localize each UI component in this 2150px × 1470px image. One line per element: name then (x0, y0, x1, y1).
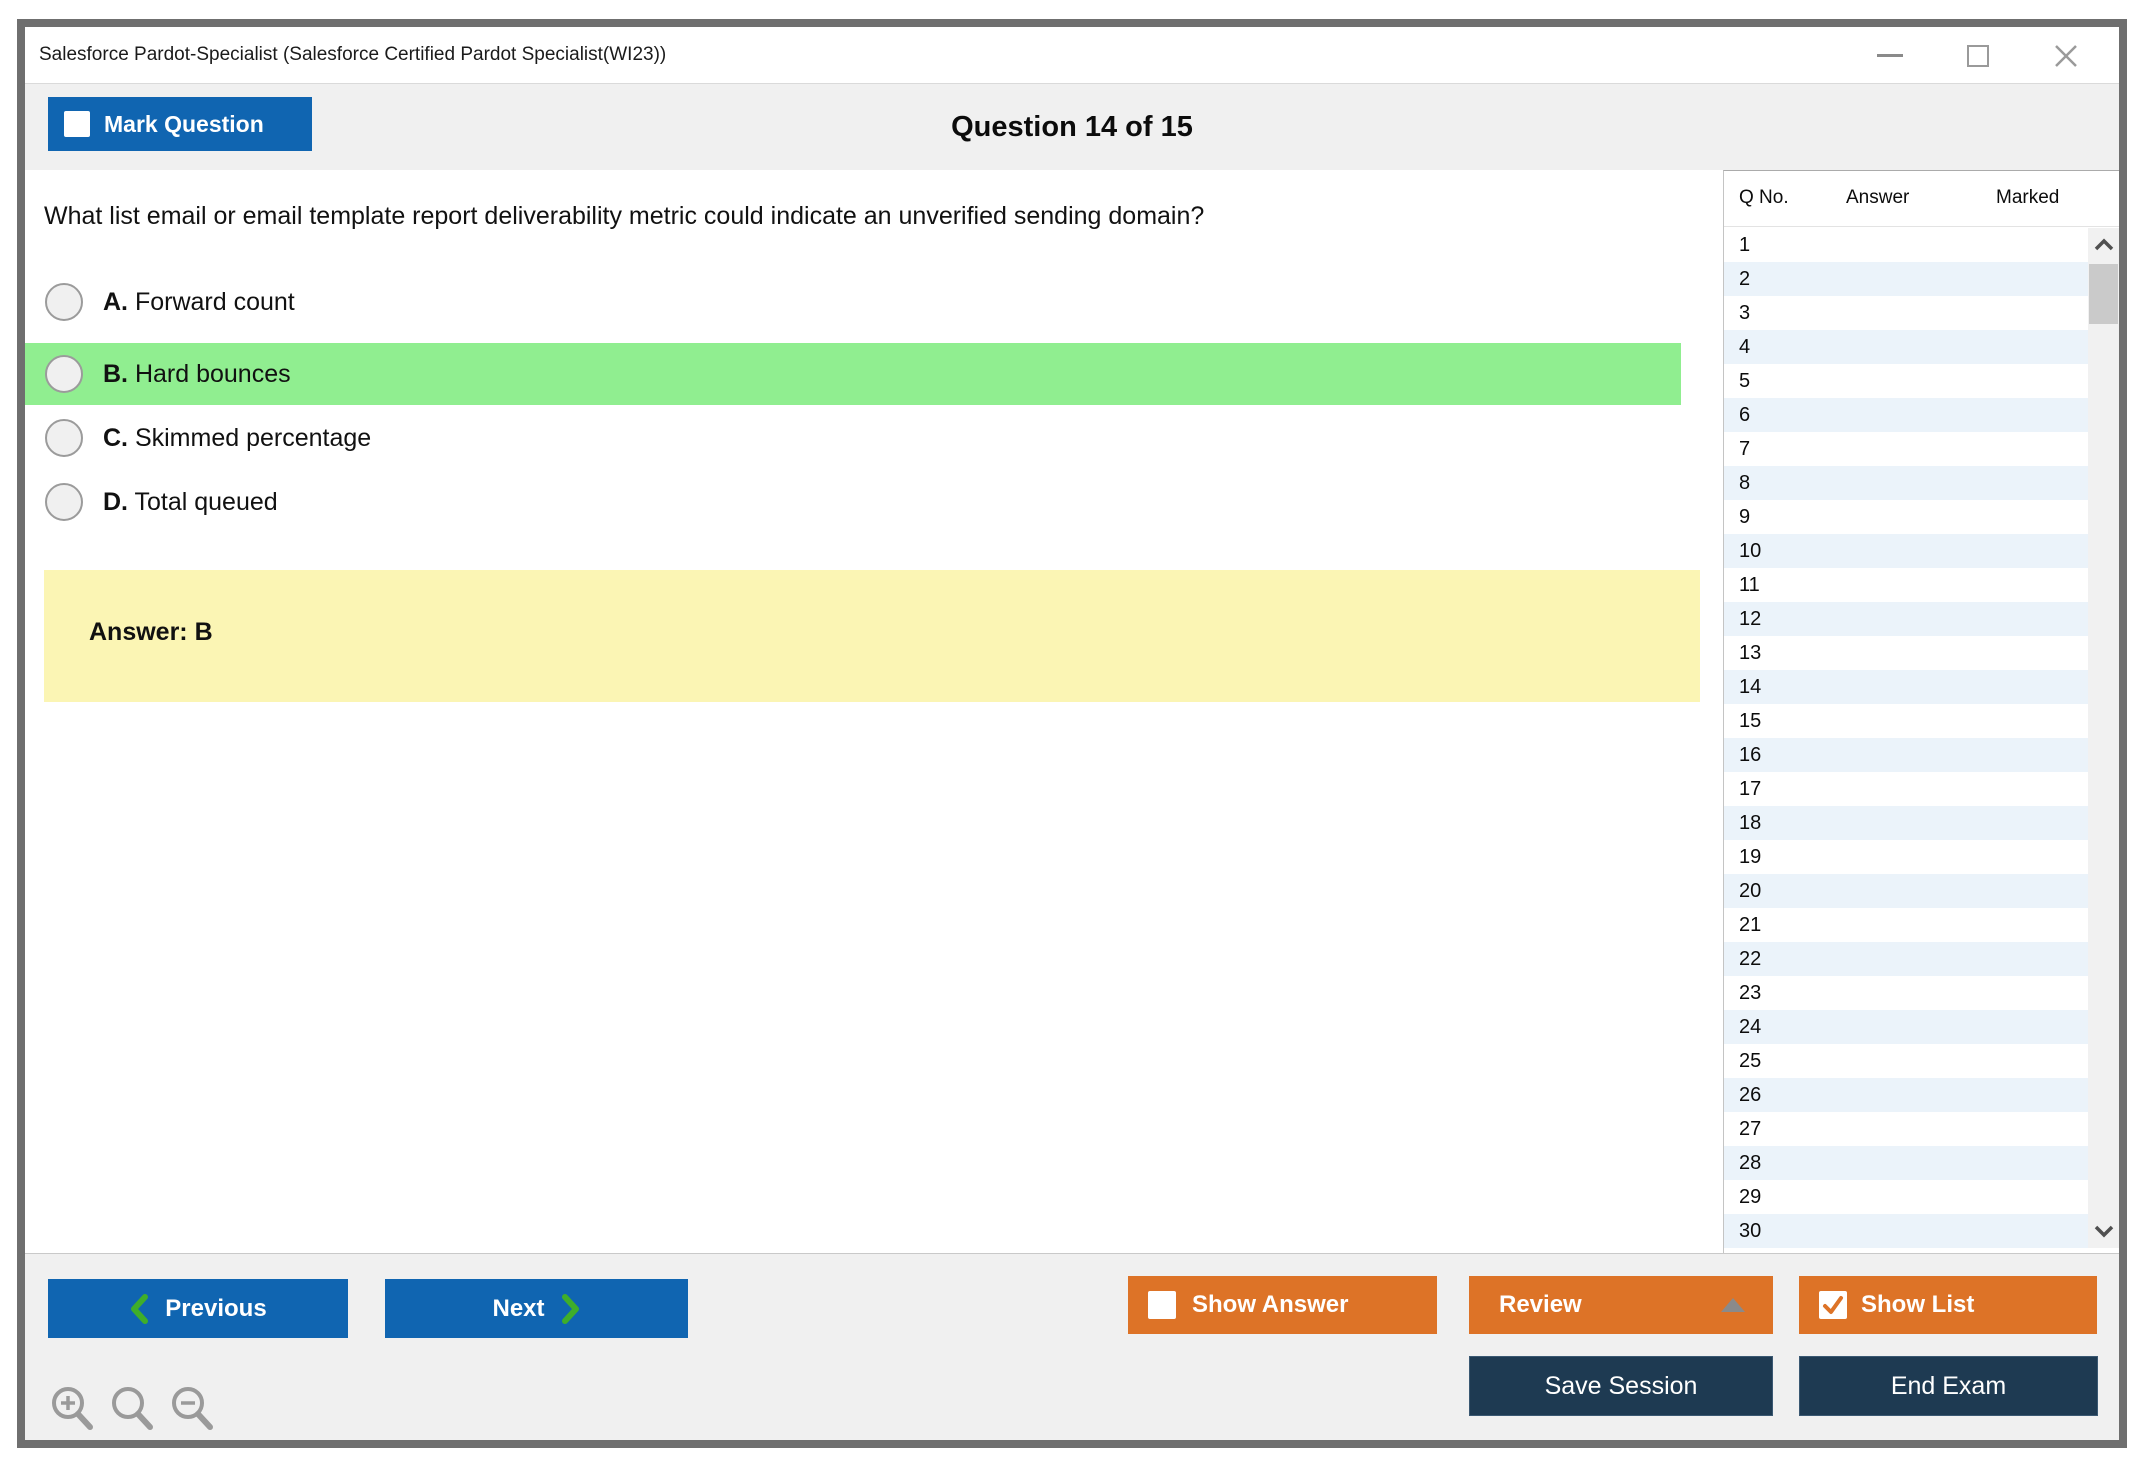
question-number: 8 (1739, 471, 1751, 494)
answer-box (44, 570, 1700, 702)
scroll-down-button[interactable] (2088, 1216, 2119, 1246)
checkbox-icon (1148, 1291, 1176, 1319)
option-b-highlighted[interactable] (25, 343, 1681, 405)
question-list (1724, 228, 2088, 1248)
previous-button[interactable] (48, 1279, 348, 1338)
question-list-row[interactable] (1724, 1010, 2088, 1044)
question-list-row[interactable] (1724, 636, 2088, 670)
show-list-button[interactable] (1799, 1276, 2097, 1334)
question-number: 12 (1739, 607, 1762, 630)
review-button[interactable] (1469, 1276, 1773, 1334)
question-number: 22 (1739, 947, 1762, 970)
question-number: 7 (1739, 437, 1751, 460)
check-icon (1822, 1294, 1844, 1316)
column-answer: Answer (1846, 187, 1910, 208)
question-number: 21 (1739, 913, 1762, 936)
question-list-row[interactable] (1724, 432, 2088, 466)
review-label: Review (1499, 1291, 1582, 1318)
question-list-row[interactable] (1724, 1112, 2088, 1146)
question-list-row[interactable] (1724, 738, 2088, 772)
question-text: What list email or email template report deliverability metric could indicate an unverified sending domain? (44, 202, 1205, 230)
question-list-row[interactable] (1724, 602, 2088, 636)
question-list-row[interactable] (1724, 1214, 2088, 1248)
question-list-row[interactable] (1724, 806, 2088, 840)
question-list-row[interactable] (1724, 942, 2088, 976)
question-number: 2 (1739, 267, 1751, 290)
maximize-icon (1967, 45, 1989, 67)
option-text: Hard bounces (134, 359, 291, 388)
question-number: 14 (1739, 675, 1762, 698)
option-d[interactable] (25, 471, 1681, 533)
close-button[interactable] (2051, 41, 2081, 71)
question-number: 11 (1739, 573, 1760, 596)
question-number: 1 (1739, 233, 1751, 256)
question-list-row[interactable] (1724, 296, 2088, 330)
question-number: 25 (1739, 1049, 1762, 1072)
end-exam-label: End Exam (1890, 1371, 2007, 1400)
question-number: 29 (1739, 1185, 1762, 1208)
question-number: 13 (1739, 641, 1762, 664)
question-counter: Question 14 of 15 (951, 111, 1193, 143)
question-number: 10 (1739, 539, 1762, 562)
question-number: 20 (1739, 879, 1762, 902)
question-number: 4 (1739, 335, 1751, 358)
radio-icon[interactable] (45, 283, 83, 321)
question-list-row[interactable] (1724, 1078, 2088, 1112)
checked-checkbox-icon (1819, 1291, 1847, 1319)
question-list-row[interactable] (1724, 1180, 2088, 1214)
option-a[interactable] (25, 271, 1681, 333)
question-number: 15 (1739, 709, 1762, 732)
question-list-panel (1723, 170, 2119, 1253)
chevron-up-icon (2094, 238, 2114, 252)
question-list-row[interactable] (1724, 228, 2088, 262)
mark-question-label: Mark Question (104, 110, 264, 137)
show-list-label: Show List (1861, 1291, 1975, 1318)
app-window (17, 19, 2127, 1448)
question-list-row[interactable] (1724, 874, 2088, 908)
zoom-controls (48, 1384, 216, 1432)
option-letter: B. (103, 359, 128, 388)
question-number: 30 (1739, 1219, 1762, 1242)
question-list-row[interactable] (1724, 670, 2088, 704)
question-number: 3 (1739, 301, 1751, 324)
save-session-button[interactable] (1469, 1356, 1773, 1416)
question-number: 17 (1739, 777, 1762, 800)
question-list-header (1724, 171, 2119, 227)
question-list-row[interactable] (1724, 500, 2088, 534)
question-number: 5 (1739, 369, 1751, 392)
answer-label: Answer: B (89, 618, 213, 646)
chevron-down-icon (2094, 1224, 2114, 1238)
footer-bar (25, 1253, 2119, 1440)
option-letter: D. (103, 487, 128, 516)
next-label: Next (492, 1294, 545, 1322)
question-list-row[interactable] (1724, 1146, 2088, 1180)
question-list-row[interactable] (1724, 364, 2088, 398)
question-list-row[interactable] (1724, 398, 2088, 432)
question-list-row[interactable] (1724, 908, 2088, 942)
question-list-row[interactable] (1724, 840, 2088, 874)
question-number: 23 (1739, 981, 1762, 1004)
question-list-row[interactable] (1724, 262, 2088, 296)
question-list-row[interactable] (1724, 704, 2088, 738)
end-exam-button[interactable] (1799, 1356, 2098, 1416)
checkbox-icon (64, 111, 90, 137)
option-text: Skimmed percentage (134, 423, 372, 452)
question-pane (25, 170, 1723, 1253)
save-session-label: Save Session (1544, 1371, 1698, 1400)
option-c[interactable] (25, 407, 1681, 469)
mark-question-button[interactable] (48, 97, 312, 151)
chevron-right-icon (561, 1294, 581, 1324)
question-number: 27 (1739, 1117, 1762, 1140)
close-icon (2052, 42, 2080, 70)
window-controls (1875, 27, 2081, 84)
radio-icon[interactable] (45, 419, 83, 457)
show-answer-label: Show Answer (1192, 1291, 1349, 1318)
radio-icon[interactable] (45, 355, 83, 393)
option-letter: C. (103, 423, 128, 452)
option-text: Total queued (134, 487, 278, 516)
zoom-reset-icon[interactable] (108, 1384, 156, 1432)
question-number: 24 (1739, 1015, 1762, 1038)
chevron-left-icon (129, 1294, 149, 1324)
scroll-up-button[interactable] (2088, 230, 2119, 260)
triangle-up-icon (1721, 1298, 1745, 1312)
maximize-button[interactable] (1963, 41, 1993, 71)
question-list-row[interactable] (1724, 976, 2088, 1010)
toolbar (25, 84, 2119, 170)
zoom-out-icon[interactable] (168, 1384, 216, 1432)
question-list-row[interactable] (1724, 772, 2088, 806)
minimize-button[interactable] (1875, 41, 1905, 71)
next-button[interactable] (385, 1279, 688, 1338)
radio-icon[interactable] (45, 483, 83, 521)
window-title: Salesforce Pardot-Specialist (Salesforce Certified Pardot Specialist(WI23)) (39, 44, 667, 65)
question-number: 26 (1739, 1083, 1762, 1106)
question-number: 19 (1739, 845, 1762, 868)
title-bar (25, 27, 2119, 84)
question-list-row[interactable] (1724, 568, 2088, 602)
zoom-in-icon[interactable] (48, 1384, 96, 1432)
question-list-row[interactable] (1724, 466, 2088, 500)
scrollbar[interactable] (2088, 228, 2119, 1248)
question-number: 6 (1739, 403, 1751, 426)
question-number: 28 (1739, 1151, 1762, 1174)
question-list-row[interactable] (1724, 330, 2088, 364)
column-q-no: Q No. (1739, 187, 1789, 208)
option-letter: A. (103, 287, 128, 316)
question-number: 9 (1739, 505, 1751, 528)
show-answer-button[interactable] (1128, 1276, 1437, 1334)
option-text: Forward count (134, 287, 295, 316)
scrollbar-thumb[interactable] (2089, 264, 2118, 324)
column-marked: Marked (1996, 187, 2060, 208)
question-number: 16 (1739, 743, 1762, 766)
previous-label: Previous (165, 1294, 267, 1322)
minimize-icon (1877, 54, 1903, 57)
question-list-row[interactable] (1724, 534, 2088, 568)
question-list-row[interactable] (1724, 1044, 2088, 1078)
question-number: 18 (1739, 811, 1762, 834)
